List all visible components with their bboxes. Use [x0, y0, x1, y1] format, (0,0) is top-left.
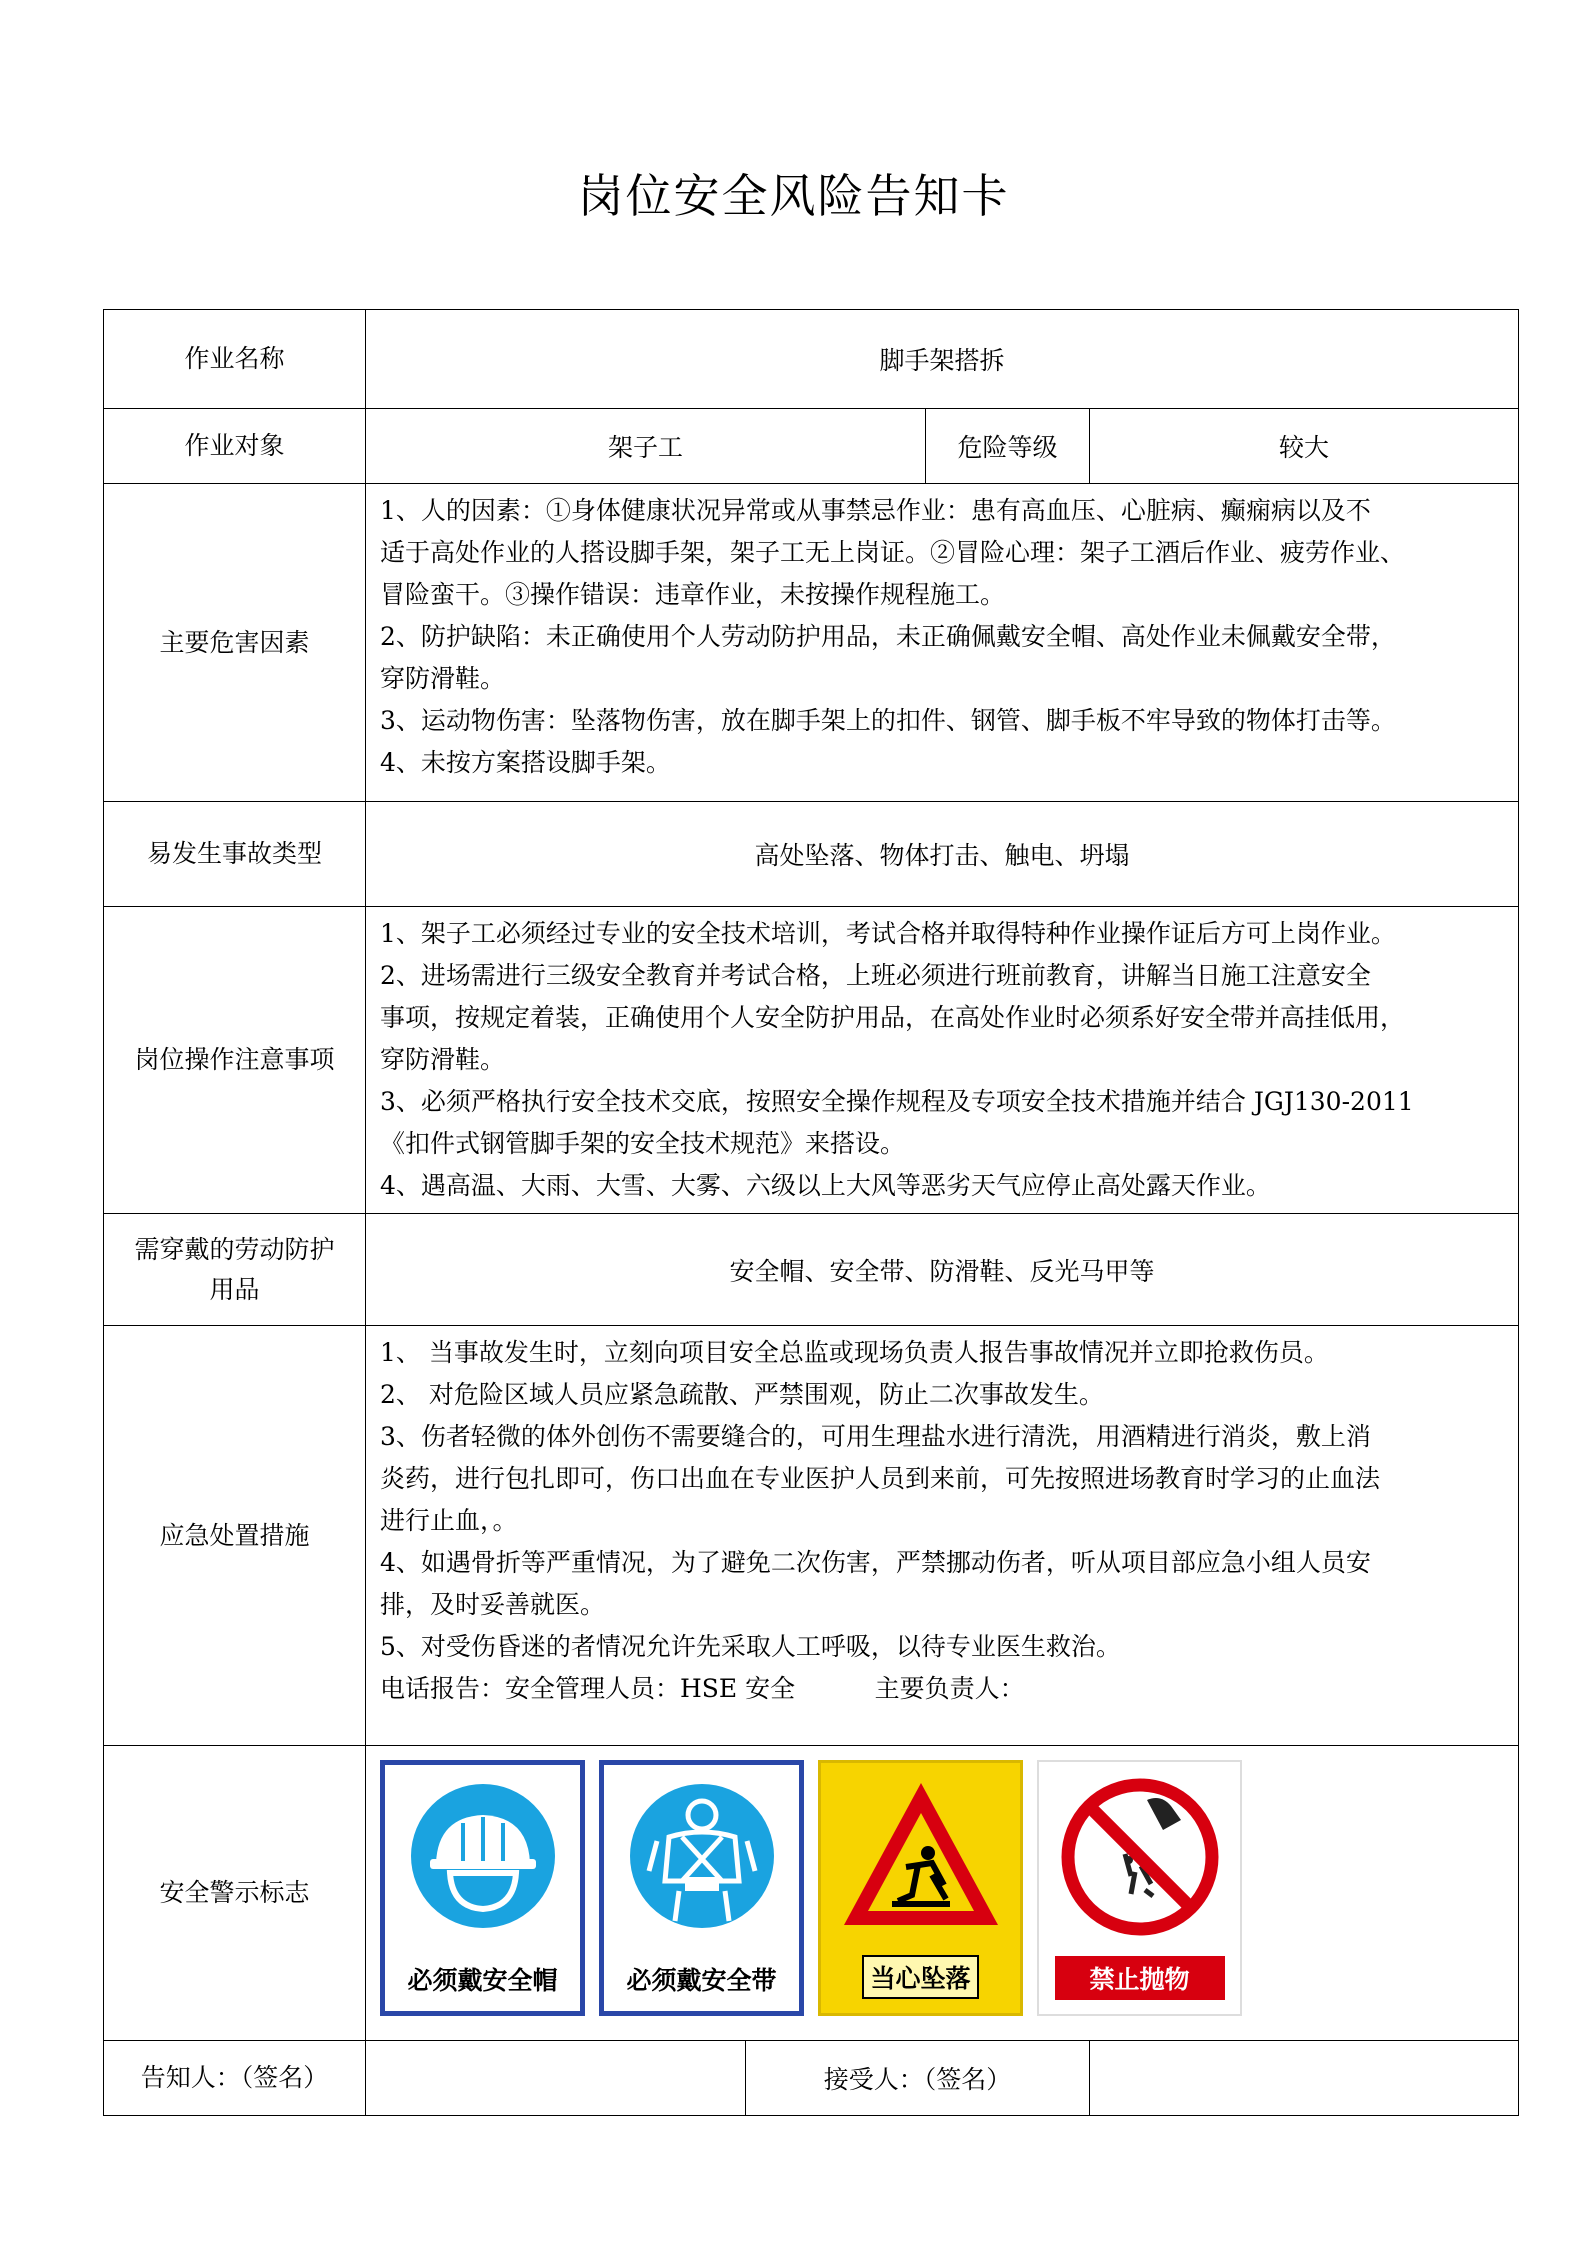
precautions-text — [366, 907, 1519, 1214]
precautions-label: 岗位操作注意事项 — [104, 907, 366, 1214]
hazards-line: 3、运动物伤害：坠落物伤害，放在脚手架上的扣件、钢管、脚手板不牢导致的物体打击等。 — [380, 706, 1396, 735]
emergency-line: 5、对受伤昏迷的者情况允许先采取人工呼吸，以待专业医生救治。 — [380, 1632, 1121, 1661]
emergency-line: 1、 当事故发生时，立刻向项目安全总监或现场负责人报告事故情况并立即抢救伤员。 — [380, 1338, 1329, 1367]
emergency-line: 进行止血，。 — [380, 1506, 518, 1535]
row-signature — [104, 2041, 1519, 2116]
work-name-value: 脚手架搭拆 — [366, 310, 1519, 409]
sign-fall-warning-caption: 当心坠落 — [862, 1955, 978, 1999]
precautions-line: 4、遇高温、大雨、大雪、大雾、六级以上大风等恶劣天气应停止高处露天作业。 — [380, 1171, 1271, 1200]
ppe-label-line: 用品 — [209, 1274, 260, 1304]
hazards-line: 适于高处作业的人搭设脚手架，架子工无上岗证。②冒险心理：架子工酒后作业、疲劳作业、 — [380, 538, 1406, 567]
emergency-line: 3、伤者轻微的体外创伤不需要缝合的，可用生理盐水进行清洗，用酒精进行消炎，敷上消 — [380, 1422, 1371, 1451]
hazards-label: 主要危害因素 — [104, 484, 366, 802]
emergency-line: 排，及时妥善就医。 — [380, 1590, 606, 1619]
row-signs — [104, 1746, 1519, 2041]
work-name-label: 作业名称 — [104, 310, 366, 409]
safety-belt-icon — [627, 1781, 777, 1931]
precautions-line: 事项，按规定着装，正确使用个人安全防护用品，在高处作业时必须系好安全带并高挂低用， — [380, 1003, 1406, 1032]
row-hazards — [104, 484, 1519, 802]
receiver-signature-field[interactable] — [1090, 2041, 1519, 2116]
row-work-target — [104, 409, 1519, 484]
sign-safety-belt — [599, 1760, 804, 2016]
hazards-line: 穿防滑鞋。 — [380, 664, 506, 693]
emergency-phone-line: 电话报告：安全管理人员：HSE 安全 主要负责人： — [380, 1674, 1025, 1703]
sign-no-throwing-caption: 禁止抛物 — [1055, 1956, 1225, 2000]
precautions-line: 1、架子工必须经过专业的安全技术培训，考试合格并取得特种作业操作证后方可上岗作业。 — [380, 919, 1396, 948]
page-title: 岗位安全风险告知卡 — [577, 169, 1010, 223]
sign-fall-warning — [818, 1760, 1023, 2016]
accident-types-value: 高处坠落、物体打击、触电、坍塌 — [366, 802, 1519, 907]
helmet-icon — [408, 1781, 558, 1931]
precautions-line: 3、必须严格执行安全技术交底，按照安全操作规程及专项安全技术措施并结合 JGJ130-2011 — [380, 1087, 1414, 1116]
emergency-line: 2、 对危险区域人员应紧急疏散、严禁围观，防止二次事故发生。 — [380, 1380, 1104, 1409]
accident-types-label: 易发生事故类型 — [104, 802, 366, 907]
ppe-label — [104, 1214, 366, 1326]
signs-cell — [366, 1746, 1519, 2041]
row-work-name — [104, 310, 1519, 409]
precautions-line: 2、进场需进行三级安全教育并考试合格，上班必须进行班前教育，讲解当日施工注意安全 — [380, 961, 1371, 990]
row-ppe — [104, 1214, 1519, 1326]
signs-strip — [366, 1746, 1518, 2030]
row-accident-types — [104, 802, 1519, 907]
row-precautions — [104, 907, 1519, 1214]
work-target-label: 作业对象 — [104, 409, 366, 484]
notifier-signature-field[interactable] — [366, 2041, 746, 2116]
ppe-label-line: 需穿戴的劳动防护 — [134, 1234, 335, 1264]
risk-level-value: 较大 — [1090, 409, 1519, 484]
hazards-line: 2、防护缺陷：未正确使用个人劳动防护用品，未正确佩戴安全帽、高处作业未佩戴安全带， — [380, 622, 1396, 651]
receiver-label: 接受人：（签名） — [746, 2041, 1090, 2116]
row-emergency — [104, 1326, 1519, 1746]
no-throwing-icon — [1055, 1772, 1225, 1942]
emergency-line: 4、如遇骨折等严重情况，为了避免二次伤害，严禁挪动伤者，听从项目部应急小组人员安 — [380, 1548, 1371, 1577]
ppe-value: 安全帽、安全带、防滑鞋、反光马甲等 — [366, 1214, 1519, 1326]
signs-label: 安全警示标志 — [104, 1746, 366, 2041]
emergency-line: 炎药，进行包扎即可，伤口出血在专业医护人员到来前，可先按照进场教育时学习的止血法 — [380, 1464, 1381, 1493]
sign-safety-belt-caption: 必须戴安全带 — [626, 1966, 777, 1995]
emergency-text — [366, 1326, 1519, 1746]
precautions-line: 穿防滑鞋。 — [380, 1045, 506, 1074]
sign-helmet — [380, 1760, 585, 2016]
hazards-line: 冒险蛮干。③操作错误：违章作业，未按操作规程施工。 — [380, 580, 1006, 609]
risk-level-label: 危险等级 — [926, 409, 1090, 484]
notifier-label: 告知人：（签名） — [104, 2041, 366, 2116]
work-target-value: 架子工 — [366, 409, 926, 484]
hazards-line: 4、未按方案搭设脚手架。 — [380, 748, 671, 777]
risk-card-table — [103, 309, 1519, 2116]
hazards-line: 1、人的因素：①身体健康状况异常或从事禁忌作业：患有高血压、心脏病、癫痫病以及不 — [380, 496, 1371, 525]
emergency-label: 应急处置措施 — [104, 1326, 366, 1746]
sign-no-throwing — [1037, 1760, 1242, 2016]
hazards-text — [366, 484, 1519, 802]
fall-warning-icon — [836, 1775, 1006, 1935]
sign-helmet-caption: 必须戴安全帽 — [407, 1966, 558, 1995]
precautions-line: 《扣件式钢管脚手架的安全技术规范》来搭设。 — [380, 1129, 906, 1158]
